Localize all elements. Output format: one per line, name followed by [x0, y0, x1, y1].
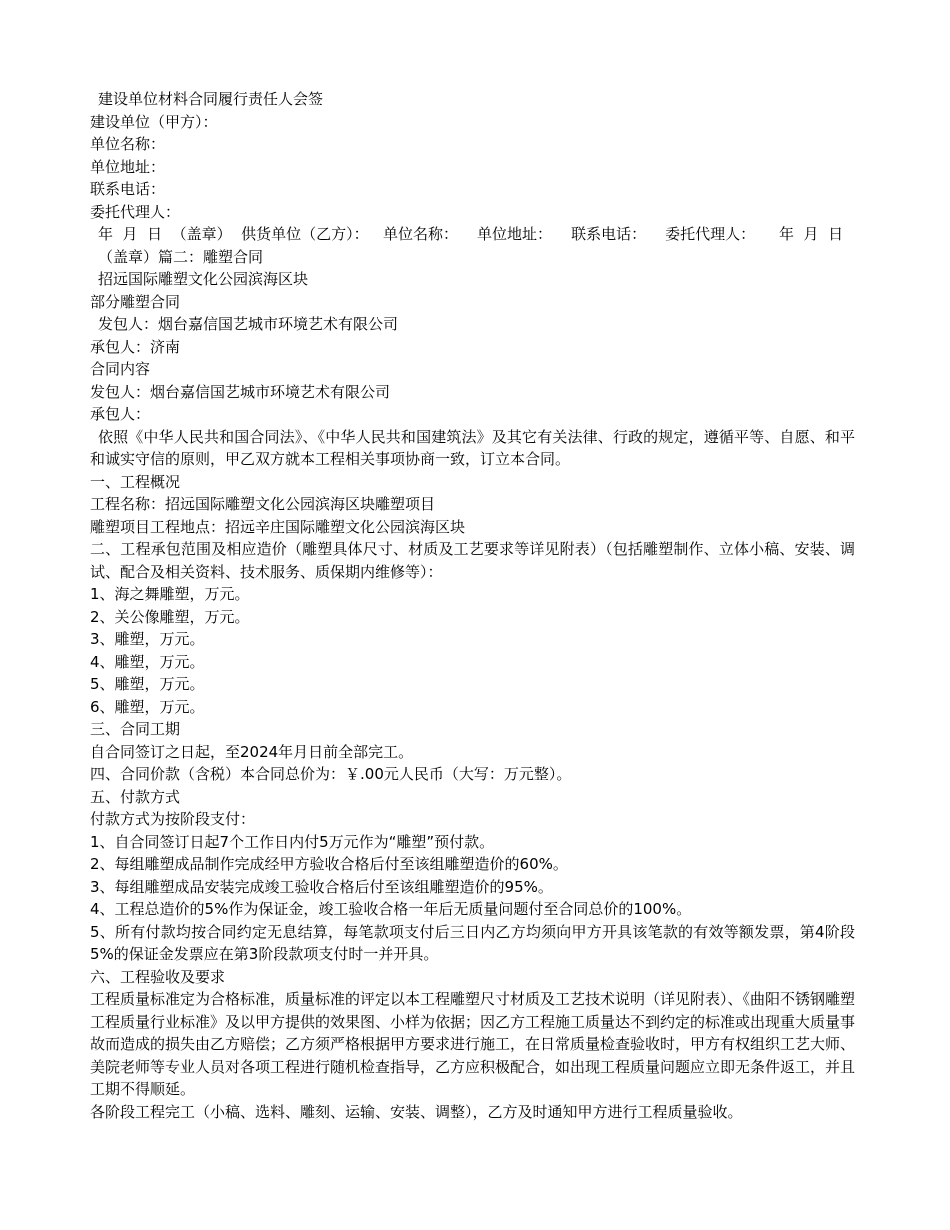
list-item: 5、雕塑，万元。: [90, 675, 205, 693]
list-item: 4、雕塑，万元。: [90, 652, 205, 671]
doc-line: 承包人：: [90, 405, 151, 423]
doc-line: 各阶段工程完工（小稿、选料、雕刻、运输、安装、调整），乙方及时通知甲方进行工程质量验收。: [90, 1102, 743, 1121]
list-item: 3、每组雕塑成品安装完成竣工验收合格后付至该组雕塑造价的95%。: [90, 877, 553, 896]
doc-line: 部分雕塑合同: [90, 292, 181, 311]
list-item: 1、海之舞雕塑，万元。: [90, 585, 250, 603]
doc-line: 发包人：烟台嘉信国艺城市环境艺术有限公司: [90, 382, 391, 401]
doc-line: 建设单位材料合同履行责任人会签: [98, 90, 324, 108]
section-heading: 五、付款方式: [90, 787, 181, 806]
list-item: 2、关公像雕塑，万元。: [90, 607, 250, 626]
signature-row: 年 月 日 （盖章） 供货单位（乙方）： 单位名称： 单位地址： 联系电话： 委托代理人： 年 月 日: [98, 225, 844, 243]
document-page: [90, 88, 855, 1123]
doc-line: 四、合同价款（含税）本合同总价为：￥.00元人民币（大写：万元整）。: [90, 765, 572, 783]
doc-paragraph: 依照《中华人民共和国合同法》、《中华人民共和国建筑法》及其它有关法律、行政的规定，遵循平等、自愿、和平和诚实守信的原则，甲乙双方就本工程相关事项协商一致，订立本合同。: [90, 427, 855, 468]
list-item: 4、工程总造价的5%作为保证金，竣工验收合格一年后无质量问题付至合同总价的100%。: [90, 900, 692, 918]
doc-paragraph: 二、工程承包范围及相应造价（雕塑具体尺寸、材质及工艺要求等详见附表）（包括雕塑制作、立体小稿、安装、调试、配合及相关资料、技术服务、质保期内维修等）：: [90, 540, 855, 581]
list-item: 2、每组雕塑成品制作完成经甲方验收合格后付至该组雕塑造价的60%。: [90, 855, 568, 873]
doc-line: 工程名称：招远国际雕塑文化公园滨海区块雕塑项目: [90, 495, 436, 513]
doc-line: 联系电话：: [90, 180, 166, 198]
section-heading: 六、工程验收及要求: [90, 967, 226, 986]
section-heading: 一、工程概况: [90, 472, 181, 491]
doc-line: 雕塑项目工程地点：招远辛庄国际雕塑文化公园滨海区块: [90, 517, 466, 536]
doc-line: 付款方式为按阶段支付：: [90, 810, 256, 828]
doc-line: 单位地址：: [90, 157, 166, 176]
doc-line: 自合同签订之日起，至2024年月日前全部完工。: [90, 742, 414, 761]
list-item: 5、所有付款均按合同约定无息结算，每笔款项支付后三日内乙方均须向甲方开具该笔款的有效等额发票，第4阶段5%的保证金发票应在第3阶段款项支付时一并开具。: [90, 922, 855, 963]
doc-line: （盖章）篇二：雕塑合同: [98, 247, 264, 266]
list-item: 1、自合同签订日起7个工作日内付5万元作为“雕塑”预付款。: [90, 832, 495, 851]
doc-line: 委托代理人：: [90, 202, 181, 221]
doc-line: 单位名称：: [90, 135, 166, 153]
doc-paragraph: 工程质量标准定为合格标准，质量标准的评定以本工程雕塑尺寸材质及工艺技术说明（详见附表）、《曲阳不锈钢雕塑工程质量行业标准》及以甲方提供的效果图、小样为依据；因乙方工程施工质量达不到约定的标准或出现重大质量事故而造成的损失由乙方赔偿；乙方须严格根据甲方要求进行施工，在日常质量检查验收时，甲方有权组织工艺大师、美院老师等专业人员对各项工程进行随机检查指导，乙方应积极配合，如出现工程质量问题应立即无条件返工，并且工期不得顺延。: [90, 990, 856, 1098]
doc-line: 合同内容: [90, 360, 151, 378]
doc-line: 承包人：济南: [90, 337, 181, 356]
section-heading: 三、合同工期: [90, 720, 181, 738]
list-item: 3、雕塑，万元。: [90, 630, 205, 648]
list-item: 6、雕塑，万元。: [90, 697, 205, 716]
doc-line: 发包人：烟台嘉信国艺城市环境艺术有限公司: [98, 315, 399, 333]
doc-line: 建设单位（甲方）：: [90, 112, 218, 131]
doc-line: 招远国际雕塑文化公园滨海区块: [98, 270, 309, 288]
